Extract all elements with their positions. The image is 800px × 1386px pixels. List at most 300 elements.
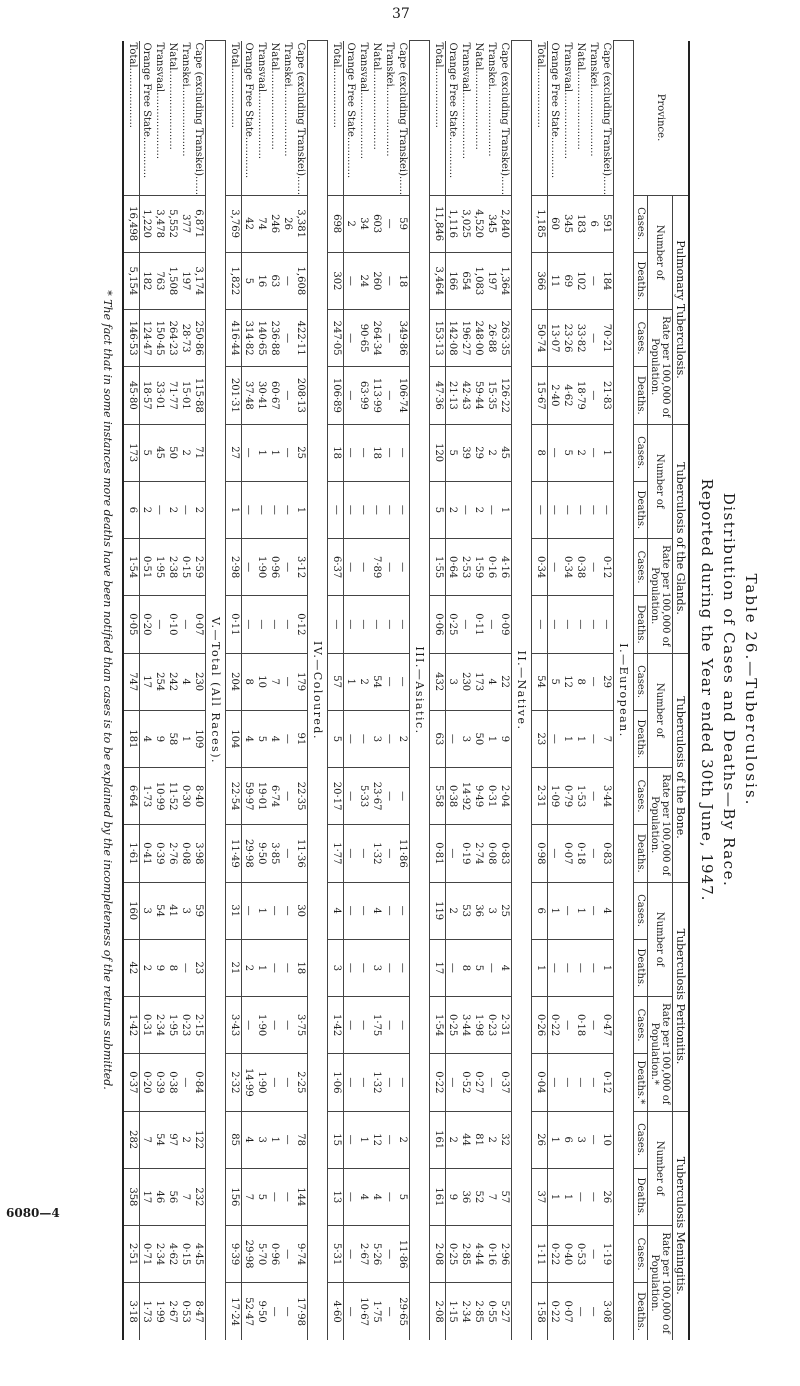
value-cell: 0·25: [446, 596, 460, 653]
cases-header: Cases.: [634, 997, 648, 1054]
value-cell: —: [587, 1054, 600, 1111]
deaths-header: Deaths.: [634, 252, 648, 309]
value-cell: —: [383, 653, 396, 710]
value-cell: 85: [226, 1111, 242, 1168]
value-cell: —: [383, 367, 396, 424]
value-cell: 18: [294, 939, 308, 996]
value-cell: 5,552: [166, 195, 179, 252]
value-cell: 18: [370, 424, 383, 481]
value-cell: 11·52: [166, 768, 179, 825]
value-cell: 0·27: [472, 1054, 485, 1111]
value-cell: 3·43: [226, 997, 242, 1054]
value-cell: 0·39: [153, 1054, 166, 1111]
value-cell: 8: [242, 653, 256, 710]
value-cell: 1·77: [328, 825, 344, 882]
tuberculosis-table: [122, 40, 690, 1340]
value-cell: 3: [459, 710, 472, 767]
value-cell: 0·06: [430, 596, 446, 653]
value-cell: —: [532, 596, 548, 653]
value-cell: —: [396, 1054, 410, 1111]
value-cell: 50: [472, 710, 485, 767]
value-cell: —: [242, 481, 256, 538]
value-cell: —: [548, 481, 562, 538]
value-cell: —: [587, 939, 600, 996]
value-cell: 1: [294, 481, 308, 538]
value-cell: 59: [192, 882, 206, 939]
table-row: [281, 41, 294, 1341]
value-cell: 42·43: [459, 367, 472, 424]
value-cell: 5: [140, 424, 154, 481]
value-cell: —: [281, 939, 294, 996]
value-cell: 54: [153, 1111, 166, 1168]
value-cell: 1,185: [532, 195, 548, 252]
value-cell: 4: [357, 1168, 370, 1225]
value-cell: —: [587, 710, 600, 767]
value-cell: —: [459, 596, 472, 653]
value-cell: 91: [294, 710, 308, 767]
value-cell: 6·37: [328, 539, 344, 596]
value-cell: 26: [532, 1111, 548, 1168]
value-cell: 8: [574, 653, 587, 710]
province-cell: Total...................: [328, 41, 344, 196]
province-cell: Natal.........................: [167, 42, 178, 150]
value-cell: 2: [357, 653, 370, 710]
value-cell: 1: [600, 424, 614, 481]
value-cell: 34: [357, 195, 370, 252]
value-cell: 432: [430, 653, 446, 710]
value-cell: 2·74: [472, 825, 485, 882]
value-cell: —: [268, 481, 281, 538]
deaths-header: Deaths.: [634, 1283, 648, 1340]
value-cell: 0·52: [459, 1054, 472, 1111]
value-cell: —: [344, 310, 358, 367]
value-cell: —: [446, 1054, 460, 1111]
value-cell: —: [344, 1283, 358, 1340]
value-cell: —: [179, 596, 192, 653]
header-row-sub: [648, 41, 673, 1341]
table-subtitle: Distribution of Cases and Deaths—By Race.: [720, 492, 738, 888]
value-cell: 1: [268, 1111, 281, 1168]
value-cell: —: [485, 1054, 498, 1111]
value-cell: —: [268, 596, 281, 653]
deaths-header-starred: Deaths.*: [634, 1054, 648, 1111]
value-cell: 4: [498, 939, 512, 996]
value-cell: 10·99: [153, 768, 166, 825]
value-cell: 5: [561, 424, 574, 481]
value-cell: 4: [140, 710, 154, 767]
table-row: [268, 41, 281, 1341]
province-cell: Orange Free State.............: [549, 42, 560, 179]
value-cell: —: [357, 539, 370, 596]
value-cell: 109: [192, 710, 206, 767]
value-cell: 142·08: [446, 310, 460, 367]
value-cell: —: [587, 539, 600, 596]
value-cell: —: [344, 997, 358, 1054]
value-cell: —: [383, 1111, 396, 1168]
value-cell: 302: [328, 252, 344, 309]
value-cell: 0·07: [561, 1283, 574, 1340]
value-cell: 7: [140, 1111, 154, 1168]
value-cell: 14·92: [459, 768, 472, 825]
table-row: [600, 41, 614, 1341]
value-cell: —: [587, 1283, 600, 1340]
value-cell: 1·90: [255, 997, 268, 1054]
cases-header: Cases.: [634, 195, 648, 252]
value-cell: 140·65: [255, 310, 268, 367]
value-cell: —: [396, 768, 410, 825]
value-cell: —: [268, 939, 281, 996]
value-cell: 26: [600, 1168, 614, 1225]
value-cell: 3·12: [294, 539, 308, 596]
value-cell: 1: [548, 1111, 562, 1168]
value-cell: 115·88: [192, 367, 206, 424]
value-cell: 47·36: [430, 367, 446, 424]
table-row: [166, 41, 179, 1341]
value-cell: 0·81: [430, 825, 446, 882]
value-cell: 45: [498, 424, 512, 481]
value-cell: —: [383, 1283, 396, 1340]
province-cell: Transkei......................: [588, 42, 599, 157]
value-cell: 5: [430, 481, 446, 538]
value-cell: 1,083: [472, 252, 485, 309]
value-cell: 0·83: [498, 825, 512, 882]
value-cell: —: [574, 1054, 587, 1111]
value-cell: 1·09: [548, 768, 562, 825]
value-cell: 27: [226, 424, 242, 481]
value-cell: 54: [532, 653, 548, 710]
value-cell: 23·26: [561, 310, 574, 367]
value-cell: 2·34: [153, 1226, 166, 1283]
value-cell: 0·18: [574, 825, 587, 882]
value-cell: 29: [600, 653, 614, 710]
value-cell: 2·15: [192, 997, 206, 1054]
value-cell: 4: [485, 653, 498, 710]
value-cell: 22·54: [226, 768, 242, 825]
value-cell: 3: [446, 653, 460, 710]
value-cell: 1: [226, 481, 242, 538]
value-cell: 184: [600, 252, 614, 309]
value-cell: 1·61: [123, 825, 140, 882]
value-cell: 4: [179, 653, 192, 710]
value-cell: 6: [561, 1111, 574, 1168]
section-heading: I.—European.: [614, 41, 634, 1341]
value-cell: —: [281, 539, 294, 596]
value-cell: 0·20: [140, 1054, 154, 1111]
value-cell: 3: [328, 939, 344, 996]
value-cell: 1: [255, 939, 268, 996]
deaths-header: Deaths.: [634, 710, 648, 767]
value-cell: 26·88: [485, 310, 498, 367]
value-cell: 8: [166, 939, 179, 996]
deaths-header: Deaths.: [634, 939, 648, 996]
value-cell: 3: [370, 939, 383, 996]
value-cell: 12: [561, 653, 574, 710]
value-cell: 6: [587, 195, 600, 252]
value-cell: 5·31: [328, 1226, 344, 1283]
value-cell: 1·75: [370, 997, 383, 1054]
province-cell: Natal.........................: [269, 42, 280, 150]
value-cell: —: [153, 596, 166, 653]
value-cell: 4·60: [328, 1283, 344, 1340]
value-cell: 0·12: [600, 1054, 614, 1111]
value-cell: 7: [242, 1168, 256, 1225]
value-cell: 119: [430, 882, 446, 939]
value-cell: 1: [255, 882, 268, 939]
section-row: [512, 41, 532, 1341]
value-cell: 122: [192, 1111, 206, 1168]
value-cell: 377: [179, 195, 192, 252]
value-cell: 1: [532, 939, 548, 996]
value-cell: —: [344, 1054, 358, 1111]
province-cell: Total...................: [226, 41, 242, 196]
value-cell: 358: [123, 1168, 140, 1225]
value-cell: 208·13: [294, 367, 308, 424]
section-heading: V.—Total (All Races).: [206, 41, 226, 1341]
value-cell: —: [548, 825, 562, 882]
value-cell: 63: [268, 252, 281, 309]
value-cell: 5: [548, 653, 562, 710]
value-cell: 9: [498, 710, 512, 767]
value-cell: —: [383, 939, 396, 996]
value-cell: 1: [498, 481, 512, 538]
value-cell: 18·57: [140, 367, 154, 424]
value-cell: 0·25: [446, 997, 460, 1054]
table-row: [459, 41, 472, 1341]
value-cell: 0·19: [459, 825, 472, 882]
value-cell: 1·55: [430, 539, 446, 596]
value-cell: —: [344, 539, 358, 596]
value-cell: 366: [532, 252, 548, 309]
value-cell: 21·83: [600, 367, 614, 424]
value-cell: —: [383, 195, 396, 252]
value-cell: 15·67: [532, 367, 548, 424]
value-cell: 104: [226, 710, 242, 767]
value-cell: 1·95: [166, 997, 179, 1054]
value-cell: —: [344, 424, 358, 481]
value-cell: 5·58: [430, 768, 446, 825]
value-cell: 2·76: [166, 825, 179, 882]
group-header-peritonitis: Tuberculosis Peritonitis.: [673, 882, 690, 1111]
table-row: [561, 41, 574, 1341]
value-cell: —: [383, 825, 396, 882]
value-cell: 182: [140, 252, 154, 309]
value-cell: —: [561, 481, 574, 538]
value-cell: 0·96: [268, 539, 281, 596]
value-cell: 0·53: [179, 1283, 192, 1340]
province-cell: Transkei......................: [384, 42, 395, 157]
value-cell: 4·62: [166, 1226, 179, 1283]
value-cell: —: [328, 596, 344, 653]
value-cell: 698: [328, 195, 344, 252]
value-cell: 9·74: [294, 1226, 308, 1283]
value-cell: 5: [396, 1168, 410, 1225]
value-cell: 4·45: [192, 1226, 206, 1283]
value-cell: 70·21: [600, 310, 614, 367]
province-cell: Cape (excluding Transkei)......: [397, 42, 408, 196]
value-cell: 2·40: [548, 367, 562, 424]
value-cell: 0·31: [485, 768, 498, 825]
value-cell: —: [548, 710, 562, 767]
value-cell: 1,822: [226, 252, 242, 309]
value-cell: 6: [123, 481, 140, 538]
value-cell: 11,846: [430, 195, 446, 252]
total-row: [532, 41, 548, 1341]
value-cell: 25: [294, 424, 308, 481]
value-cell: 0·98: [532, 825, 548, 882]
value-cell: 0·23: [179, 997, 192, 1054]
value-cell: 5: [242, 252, 256, 309]
value-cell: —: [370, 481, 383, 538]
value-cell: 5·33: [357, 768, 370, 825]
province-cell: Cape (excluding Transkei)......: [295, 42, 306, 196]
group-header-glands: Tuberculosis of the Glands.: [673, 424, 690, 653]
value-cell: 53: [459, 882, 472, 939]
value-cell: —: [396, 539, 410, 596]
value-cell: 173: [123, 424, 140, 481]
page-number: 37: [392, 6, 410, 22]
total-row: [430, 41, 446, 1341]
value-cell: —: [281, 1168, 294, 1225]
value-cell: —: [383, 596, 396, 653]
value-cell: 1·73: [140, 768, 154, 825]
value-cell: 33·82: [574, 310, 587, 367]
value-cell: 2: [446, 481, 460, 538]
value-cell: 8·40: [192, 768, 206, 825]
number-of-header: Number of: [648, 653, 673, 768]
value-cell: 0·12: [294, 596, 308, 653]
value-cell: —: [600, 481, 614, 538]
value-cell: —: [600, 596, 614, 653]
value-cell: —: [357, 424, 370, 481]
value-cell: —: [281, 825, 294, 882]
deaths-header: Deaths.: [634, 1168, 648, 1225]
table-row: [396, 41, 410, 1341]
value-cell: 1: [561, 1168, 574, 1225]
value-cell: —: [344, 1111, 358, 1168]
value-cell: 37·48: [242, 367, 256, 424]
value-cell: 161: [430, 1111, 446, 1168]
value-cell: 0·38: [574, 539, 587, 596]
value-cell: 7: [600, 710, 614, 767]
value-cell: 3: [370, 710, 383, 767]
value-cell: 264·23: [166, 310, 179, 367]
value-cell: —: [574, 596, 587, 653]
table-row: [472, 41, 485, 1341]
value-cell: 747: [123, 653, 140, 710]
value-cell: 230: [192, 653, 206, 710]
value-cell: 4: [268, 710, 281, 767]
value-cell: 2: [472, 481, 485, 538]
value-cell: 0·47: [600, 997, 614, 1054]
value-cell: 1·32: [370, 825, 383, 882]
table-row: [192, 41, 206, 1341]
value-cell: —: [281, 367, 294, 424]
value-cell: —: [370, 596, 383, 653]
value-cell: 349·86: [396, 310, 410, 367]
value-cell: 42: [242, 195, 256, 252]
value-cell: 1,508: [166, 252, 179, 309]
province-cell: Cape (excluding Transkei)......: [193, 42, 204, 196]
value-cell: 0·08: [485, 825, 498, 882]
value-cell: 11: [548, 252, 562, 309]
value-cell: 16: [255, 252, 268, 309]
value-cell: 59: [396, 195, 410, 252]
value-cell: —: [383, 1054, 396, 1111]
value-cell: 4,520: [472, 195, 485, 252]
value-cell: 4: [242, 710, 256, 767]
value-cell: 1,364: [498, 252, 512, 309]
value-cell: —: [587, 825, 600, 882]
value-cell: —: [446, 939, 460, 996]
value-cell: 0·22: [430, 1054, 446, 1111]
value-cell: —: [281, 768, 294, 825]
value-cell: 9·50: [255, 825, 268, 882]
value-cell: 0·30: [179, 768, 192, 825]
value-cell: —: [396, 653, 410, 710]
value-cell: 126·22: [498, 367, 512, 424]
value-cell: —: [485, 481, 498, 538]
table-row: [140, 41, 154, 1341]
group-header-bone: Tuberculosis of the Bone.: [673, 653, 690, 882]
value-cell: 3·44: [600, 768, 614, 825]
province-cell: Transkei......................: [486, 42, 497, 157]
value-cell: 161: [430, 1168, 446, 1225]
province-cell: Orange Free State.............: [243, 42, 254, 179]
value-cell: 2: [166, 481, 179, 538]
value-cell: —: [383, 1226, 396, 1283]
value-cell: 0·16: [485, 1226, 498, 1283]
value-cell: 2·85: [472, 1283, 485, 1340]
value-cell: 6: [532, 882, 548, 939]
value-cell: 11·36: [294, 825, 308, 882]
value-cell: —: [328, 481, 344, 538]
value-cell: 2: [344, 195, 358, 252]
value-cell: 14·99: [242, 1054, 256, 1111]
value-cell: —: [561, 997, 574, 1054]
value-cell: 23: [532, 710, 548, 767]
value-cell: 6·74: [268, 768, 281, 825]
value-cell: 39: [459, 424, 472, 481]
table-row: [383, 41, 396, 1341]
value-cell: 0·16: [485, 539, 498, 596]
value-cell: 5: [255, 1168, 268, 1225]
value-cell: —: [574, 939, 587, 996]
value-cell: 23·67: [370, 768, 383, 825]
value-cell: 18·79: [574, 367, 587, 424]
value-cell: 21·13: [446, 367, 460, 424]
value-cell: 2: [396, 1111, 410, 1168]
value-cell: —: [344, 882, 358, 939]
value-cell: 71·77: [166, 367, 179, 424]
value-cell: 0·18: [574, 997, 587, 1054]
value-cell: —: [587, 310, 600, 367]
value-cell: 166: [446, 252, 460, 309]
value-cell: 1: [357, 1111, 370, 1168]
value-cell: 2: [140, 939, 154, 996]
value-cell: 146·53: [123, 310, 140, 367]
cases-header: Cases.: [634, 1226, 648, 1283]
value-cell: 3: [140, 882, 154, 939]
value-cell: 90·65: [357, 310, 370, 367]
value-cell: —: [357, 481, 370, 538]
value-cell: 63: [430, 710, 446, 767]
value-cell: 3: [485, 882, 498, 939]
province-cell: Transvaal.....................: [358, 42, 369, 160]
value-cell: 1·99: [153, 1283, 166, 1340]
value-cell: 2·67: [357, 1226, 370, 1283]
value-cell: 654: [459, 252, 472, 309]
value-cell: —: [383, 539, 396, 596]
